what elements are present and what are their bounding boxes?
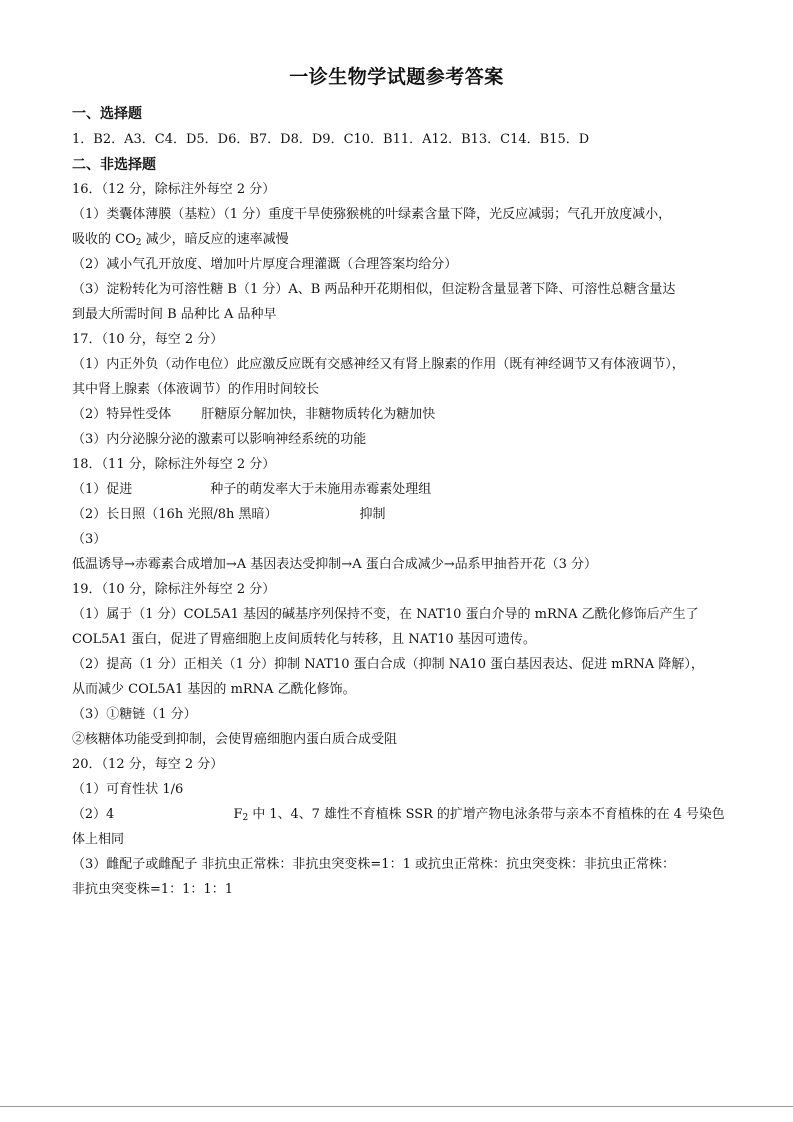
answer-text: （1）类囊体薄膜（基粒）（1 分）重度干旱使猕猴桃的叶绿素含量下降，光反应减弱；气孔开放度减小， [72,207,672,222]
answer-text: （2）减小气孔开放度、增加叶片厚度合理灌溉（合理答案均给分） [72,257,458,272]
answer-text: （1）促进 种子的萌发率大于未施用赤霉素处理组 [72,482,432,497]
answer-text: 体上相同 [72,832,125,847]
question-19-heading: 19．（10 分，除标注外每空 2 分） [72,582,276,597]
answer-text: （1）属于（1 分）COL5A1 基因的碱基序列保持不变，在 NAT10 蛋白介导的 mRNA 乙酰化修饰后产生了 [72,607,699,622]
answer-text: COL5A1 蛋白，促进了胃癌细胞上皮间质转化与转移，且 NAT10 基因可遗传。 [72,632,536,647]
answer-text: 非抗虫突变株=1：1：1：1 [72,882,233,897]
answer-text: （2）4 $F_2$ 中 1、4、7 雄性不育植株 SSR 的扩增产物电泳条带与亲本不育植株的在 4 号染色 [72,807,725,823]
page-title: 一诊生物学试题参考答案 [289,66,504,88]
answer-text: 低温诱导→赤霉素合成增加→A 基因表达受抑制→A 蛋白合成减少→品系甲抽苔开花（3 分） [72,557,598,572]
answer-text: （3）淀粉转化为可溶性糖 B（1 分）A、B 两品种开花期相似，但淀粉含量显著下降、可溶性总糖含量达 [72,282,676,297]
answer-text: 吸收的 $CO_2$ 减少，暗反应的速率减慢 [72,232,289,248]
answer-text: 从而减少 COL5A1 基因的 mRNA 乙酰化修饰。 [72,682,356,697]
answer-text: （2）长日照（16h 光照/8h 黑暗） 抑制 [72,507,386,522]
section-heading-nonchoice: 二、非选择题 [72,157,156,173]
question-17-heading: 17．（10 分，每空 2 分） [72,332,224,347]
answer-text: （2）特异性受体 肝糖原分解加快，非糖物质转化为糖加快 [72,407,436,422]
answer-text: （3） [72,532,107,547]
answer-text: 其中肾上腺素（体液调节）的作用时间较长 [72,382,320,397]
section-heading-choice: 一、选择题 [72,106,142,122]
answer-text: （2）提高（1 分）正相关（1 分）抑制 NAT10 蛋白合成（抑制 NA10 蛋白基因表达、促进 mRNA 降解）， [72,657,704,672]
answer-text: （3）①糖链（1 分） [72,707,197,722]
answer-text: （1）内正外负（动作电位）此应激反应既有交感神经又有肾上腺素的作用（既有神经调节又有体液调节）， [72,357,685,372]
question-20-heading: 20．（12 分，每空 2 分） [72,757,224,772]
question-16-heading: 16．（12 分，除标注外每空 2 分） [72,182,276,197]
question-18-heading: 18．（11 分，除标注外每空 2 分） [72,457,276,472]
answer-text: 到最大所需时间 B 品种比 A 品种早 [72,307,277,322]
choice-answers: 1．B2．A3．C4．D5．D6．B7．D8．D9．C10．B11．A12．B13．C14．B15．D [72,132,590,147]
answer-text: （1）可育性状 1/6 [72,782,184,797]
footer-divider [0,1106,793,1107]
answer-text: ②核糖体功能受到抑制，会使胃癌细胞内蛋白质合成受阻 [72,732,398,747]
answer-text: （3）雌配子或雌配子 非抗虫正常株：非抗虫突变株=1：1 或抗虫正常株：抗虫突变株：非抗虫正常株： [72,857,675,872]
answer-text: （3）内分泌腺分泌的激素可以影响神经系统的功能 [72,432,367,447]
